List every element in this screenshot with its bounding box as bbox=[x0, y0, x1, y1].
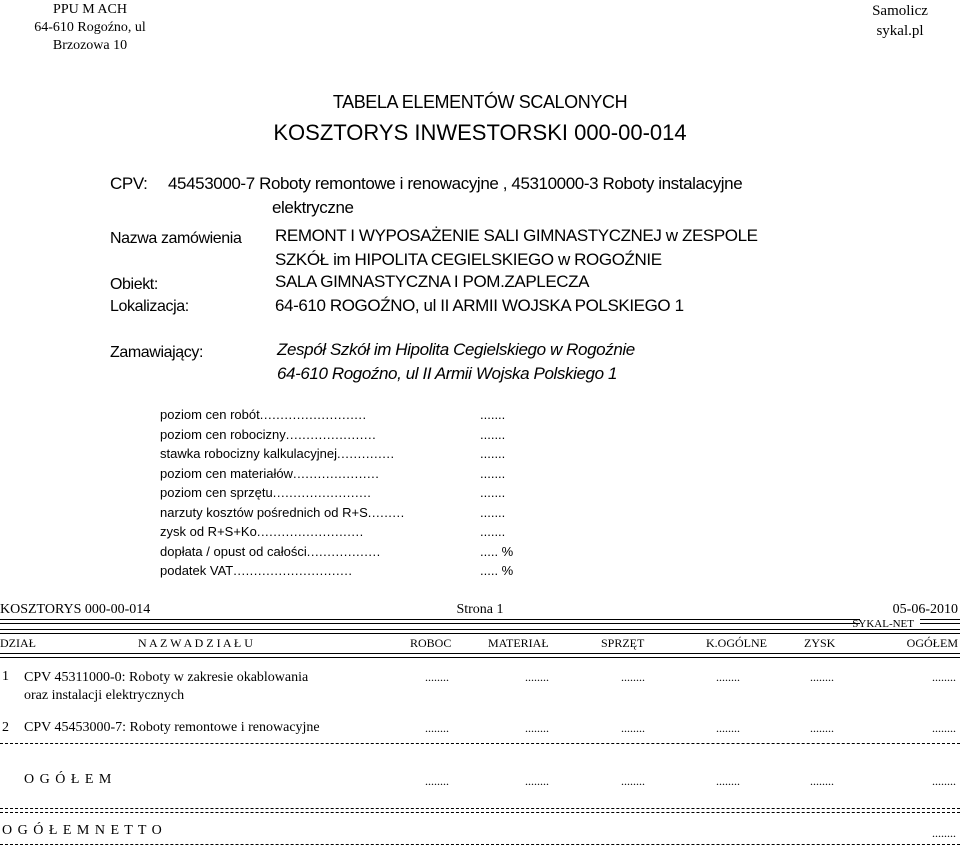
param-dots: .......................... bbox=[259, 407, 367, 422]
row-divider bbox=[0, 743, 960, 744]
param-label: narzuty kosztów pośrednich od R+S bbox=[160, 504, 368, 520]
location-value: 64-610 ROGOŹNO, ul II ARMII WOJSKA POLSKIEGO 1 bbox=[275, 296, 684, 315]
param-row bbox=[160, 522, 540, 542]
col-header-name: N A Z W A D Z I A Ł U bbox=[138, 636, 253, 650]
param-label: poziom cen sprzętu bbox=[160, 485, 273, 500]
col-header-total: OGÓŁEM bbox=[906, 636, 958, 650]
param-row bbox=[160, 483, 540, 503]
cpv-label: CPV: bbox=[110, 174, 148, 193]
company-address: 64-610 Rogoźno, ul bbox=[34, 20, 146, 35]
param-label: podatek VAT bbox=[160, 563, 234, 578]
param-row bbox=[160, 425, 540, 445]
cpv-value bbox=[168, 172, 742, 220]
company-info bbox=[30, 1, 150, 55]
row-value-profit: ........ bbox=[810, 721, 834, 735]
param-value: ....... bbox=[480, 407, 506, 422]
col-header-section: DZIAŁ bbox=[0, 636, 36, 650]
table-header-rule bbox=[0, 653, 960, 658]
row-name-line2: oraz instalacji elektrycznych bbox=[24, 688, 185, 703]
param-dots: .................. bbox=[306, 543, 381, 559]
subtitle: TABELA ELEMENTÓW SCALONYCH bbox=[332, 92, 628, 112]
row-value-overhead: ........ bbox=[716, 670, 740, 684]
row-value-material: ........ bbox=[525, 670, 549, 684]
object-label: Obiekt: bbox=[110, 276, 158, 293]
param-label: zysk od R+S+Ko bbox=[160, 524, 257, 539]
param-dots: .............. bbox=[337, 446, 395, 461]
param-row bbox=[160, 503, 540, 523]
param-dots: ........................ bbox=[272, 485, 372, 500]
col-header-equipment: SPRZĘT bbox=[601, 636, 645, 650]
param-label: poziom cen materiałów bbox=[160, 465, 293, 481]
row-value-total: ........ bbox=[932, 670, 956, 684]
param-label: dopłata / opust od całości bbox=[160, 543, 307, 559]
cpv-value-line2: elektryczne bbox=[272, 198, 354, 217]
param-dots: ...................... bbox=[285, 426, 377, 442]
total-divider-2 bbox=[0, 812, 960, 813]
param-value: ....... bbox=[480, 446, 506, 461]
row-value-total: ........ bbox=[932, 721, 956, 735]
object-value: SALA GIMNASTYCZNA I POM.ZAPLECZA bbox=[275, 272, 590, 291]
row-value-material: ........ bbox=[525, 721, 549, 735]
param-row bbox=[160, 405, 540, 425]
total-value-sum: ........ bbox=[932, 774, 956, 788]
row-name bbox=[24, 669, 308, 705]
software-site: sykal.pl bbox=[876, 23, 924, 39]
param-value: ....... bbox=[480, 524, 506, 539]
client-address: 64-610 Rogoźno, ul II Armii Wojska Polskiego 1 bbox=[277, 364, 618, 383]
row-value-labor: ........ bbox=[425, 721, 449, 735]
param-value: ....... bbox=[480, 465, 506, 481]
param-label: stawka robocizny kalkulacyjnej bbox=[160, 446, 338, 461]
brand-label: SYKAL-NET bbox=[852, 618, 914, 630]
param-value: ....... bbox=[480, 504, 506, 520]
col-header-profit: ZYSK bbox=[804, 636, 836, 650]
header-divider-left bbox=[0, 619, 860, 624]
param-value: ..... % bbox=[480, 563, 514, 578]
net-total-divider bbox=[0, 844, 960, 845]
param-dots: .......................... bbox=[256, 524, 364, 539]
order-name-line1: REMONT I WYPOSAŻENIE SALI GIMNASTYCZNEJ w ZESPOLE bbox=[275, 226, 758, 245]
col-header-material: MATERIAŁ bbox=[488, 636, 549, 650]
param-label: poziom cen robocizny bbox=[160, 426, 286, 442]
document-id: KOSZTORYS 000-00-014 bbox=[0, 602, 151, 617]
header-divider-right bbox=[920, 619, 960, 624]
param-row bbox=[160, 464, 540, 484]
row-value-equipment: ........ bbox=[621, 670, 645, 684]
row-value-overhead: ........ bbox=[716, 721, 740, 735]
total-value-material: ........ bbox=[525, 774, 549, 788]
table-top-rule bbox=[0, 629, 960, 634]
net-total-label: O G Ó Ł E M N E T T O bbox=[2, 823, 163, 838]
total-value-profit: ........ bbox=[810, 774, 834, 788]
company-name: PPU M ACH bbox=[53, 2, 127, 17]
total-value-overhead: ........ bbox=[716, 774, 740, 788]
row-value-labor: ........ bbox=[425, 670, 449, 684]
total-label: O G Ó Ł E M bbox=[24, 772, 113, 787]
param-value: ....... bbox=[480, 426, 506, 442]
total-divider-1 bbox=[0, 808, 960, 809]
param-value: ....... bbox=[480, 485, 506, 500]
param-dots: ............................. bbox=[233, 563, 353, 578]
net-total-value: ........ bbox=[932, 826, 956, 840]
row-name-line1: CPV 45311000-0: Roboty w zakresie okablowania bbox=[24, 670, 309, 685]
row-value-equipment: ........ bbox=[621, 721, 645, 735]
row-name-line1: CPV 45453000-7: Roboty remontowe i renowacyjne bbox=[24, 720, 320, 735]
total-value-equipment: ........ bbox=[621, 774, 645, 788]
row-number: 1 bbox=[2, 669, 9, 684]
param-dots: ..................... bbox=[292, 465, 380, 481]
company-street: Brzozowa 10 bbox=[52, 38, 128, 53]
page-number: Strona 1 bbox=[456, 602, 504, 617]
software-info bbox=[850, 1, 950, 41]
col-header-labor: ROBOC bbox=[410, 636, 452, 650]
client-info bbox=[277, 338, 635, 386]
param-value: ..... % bbox=[480, 543, 514, 559]
param-dots: ......... bbox=[367, 504, 405, 520]
cpv-value-line1: 45453000-7 Roboty remontowe i renowacyjne , 45310000-3 Roboty instalacyjne bbox=[168, 174, 743, 193]
row-number: 2 bbox=[2, 720, 9, 735]
row-value-profit: ........ bbox=[810, 670, 834, 684]
order-name-line2: SZKÓŁ im HIPOLITA CEGIELSKIEGO w ROGOŹNIE bbox=[275, 250, 662, 269]
param-row bbox=[160, 561, 540, 581]
order-name bbox=[275, 224, 758, 272]
document-date: 05-06-2010 bbox=[892, 602, 958, 617]
param-row bbox=[160, 444, 540, 464]
location-label: Lokalizacja: bbox=[110, 298, 189, 315]
software-name: Samolicz bbox=[872, 3, 928, 19]
param-row bbox=[160, 542, 540, 562]
params-list bbox=[160, 405, 540, 581]
client-name: Zespół Szkół im Hipolita Cegielskiego w Rogoźnie bbox=[277, 340, 635, 359]
order-label: Nazwa zamówienia bbox=[110, 230, 242, 247]
col-header-overhead: K.OGÓLNE bbox=[706, 636, 767, 650]
client-label: Zamawiający: bbox=[110, 344, 204, 361]
page-title: KOSZTORYS INWESTORSKI 000-00-014 bbox=[273, 120, 687, 145]
total-value-labor: ........ bbox=[425, 774, 449, 788]
param-label: poziom cen robót bbox=[160, 407, 260, 422]
